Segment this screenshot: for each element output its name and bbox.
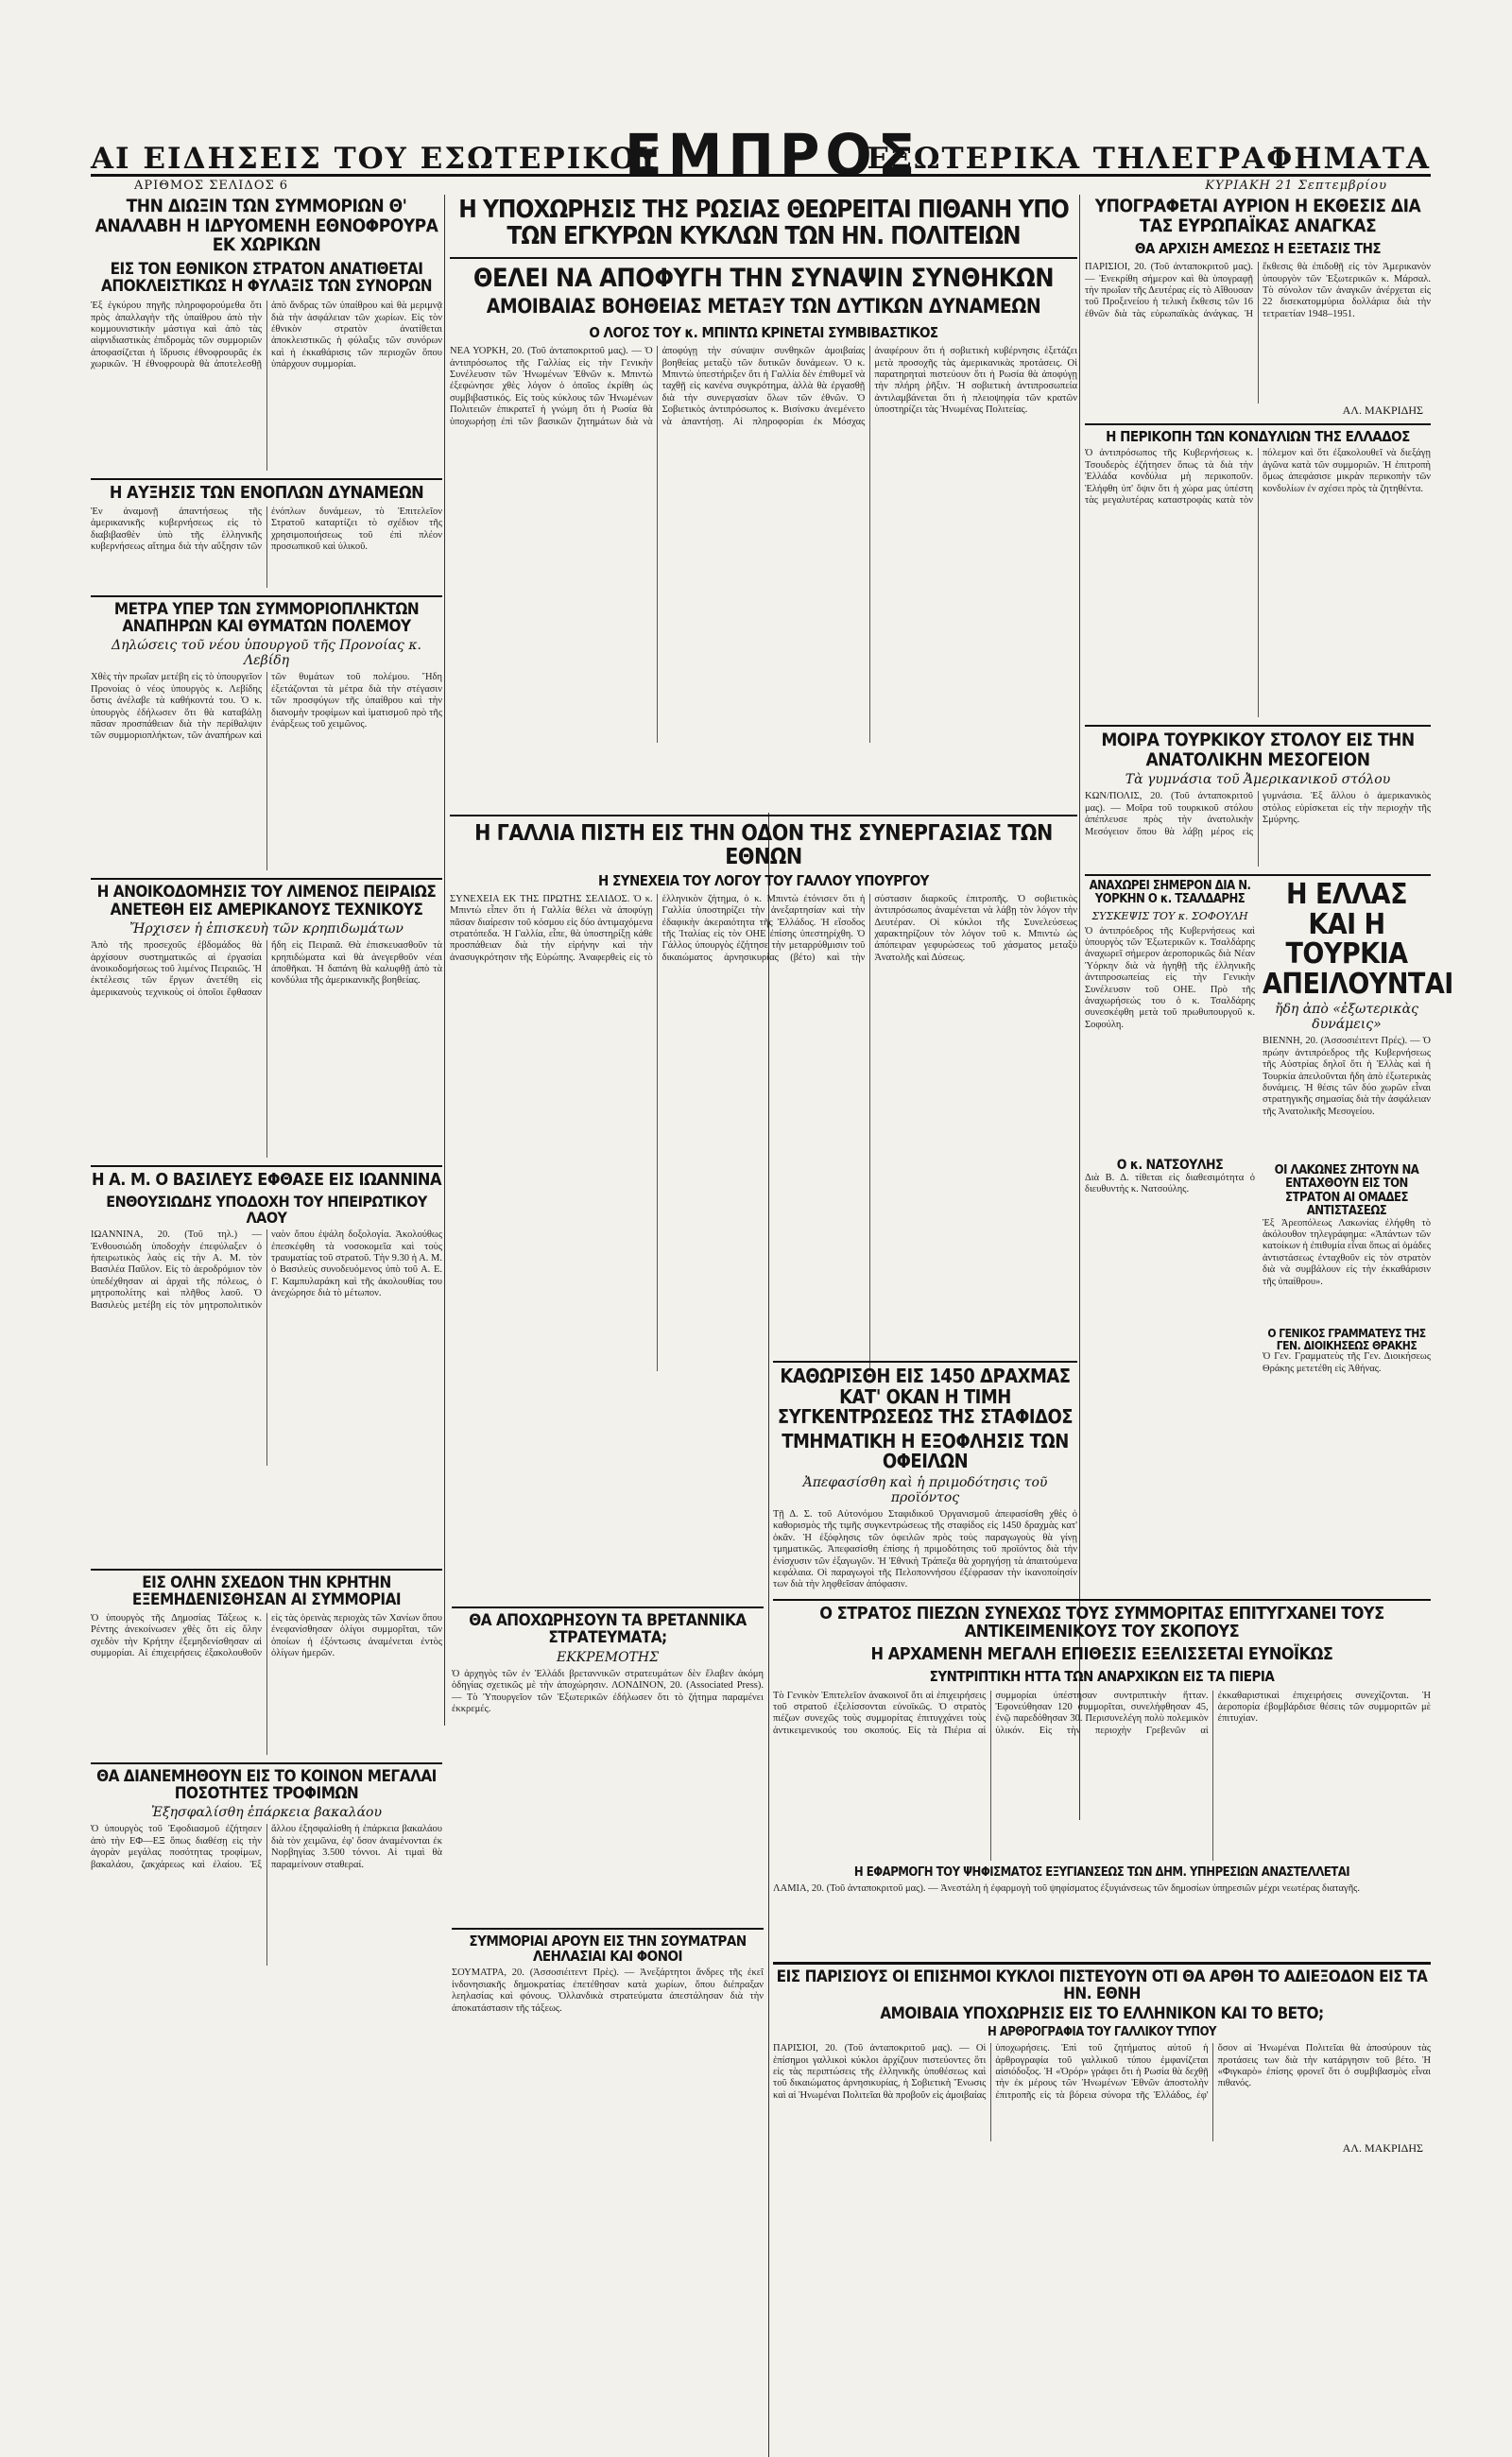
article-body: Ἐξ Ἀρεοπόλεως Λακωνίας ἐλήφθη τὸ ἀκόλουθον τηλεγράφημα: «Ἀπάντων τῶν κατοίκων ἡ ἐπιθυμία εἶναι ὅπως αἱ ὁμάδες ἀντιστάσεως ἐνταχθοῦν εἰς τὸν στρατὸν διὰ νὰ συμβάλουν εἰς τὴν ἐκκαθάρισιν τῆς ὑπαίθρου». xyxy=(1263,1217,1431,1287)
article-body: ΒΙΕΝΝΗ, 20. (Ἀσσοσιέιτεντ Πρές). — Ὁ πρώην ἀντιπρόεδρος τῆς Κυβερνήσεως τῆς Αὐστρίας δηλοῖ ὅτι ἡ Ἑλλὰς καὶ ἡ Τουρκία ἀπειλοῦνται ἤδη ἀπὸ ἐξωτερικὰς δυνάμεις. Ἡ θέσις τῶν δύο χωρῶν εἶναι στρατηγικῆς σημασίας διὰ τὴν ἀσφάλειαν τῆς Ἀνατολικῆς Μεσογείου. xyxy=(1263,1036,1431,1117)
lead-headline: Η ΥΠΟΧΩΡΗΣΙΣ ΤΗΣ ΡΩΣΙΑΣ ΘΕΩΡΕΙΤΑΙ ΠΙΘΑΝΗ ΥΠΟ ΤΩΝ ΕΓΚΥΡΩΝ ΚΥΚΛΩΝ ΤΩΝ ΗΝ. ΠΟΛΙΤΕΙΩΝ xyxy=(458,196,1069,251)
british-troops-article xyxy=(452,1606,764,1918)
headline: ΚΑΘΩΡΙΣΘΗ ΕΙΣ 1450 ΔΡΑΧΜΑΣ ΚΑΤ' ΟΚΑΝ Η ΤΙΜΗ ΣΥΓΚΕΝΤΡΩΣΕΩΣ ΤΗΣ ΣΤΑΦΙΔΟΣ xyxy=(773,1361,1077,1428)
right-column-split xyxy=(1085,874,1453,1375)
subheadline: Η ΣΥΝΕΧΕΙΑ ΤΟΥ ΛΟΓΟΥ ΤΟΥ ΓΑΛΛΟΥ ΥΠΟΥΡΓΟΥ xyxy=(598,871,929,889)
headline: Η ΕΛΛΑΣ ΚΑΙ Η ΤΟΥΡΚΙΑ ΑΠΕΙΛΟΥΝΤΑΙ xyxy=(1263,878,1453,1001)
article-body: ΛΑΜΙΑ, 20. (Τοῦ ἀνταποκριτοῦ μας). — Ἀνεστάλη ἡ ἐφαρμογὴ τοῦ ψηφίσματος ἐξυγιάνσεως τῶν δημοσίων ὑπηρεσιῶν μέχρι νεωτέρας διαταγῆς. xyxy=(773,1882,1360,1894)
headline: Η ΑΡΧΑΜΕΝΗ ΜΕΓΑΛΗ ΕΠΙΘΕΣΙΣ ΕΞΕΛΙΣΣΕΤΑΙ ΕΥΝΟΪΚΩΣ xyxy=(870,1643,1333,1664)
headline: ΑΜΟΙΒΑΙΑ ΥΠΟΧΩΡΗΣΙΣ ΕΙΣ ΤΟ ΕΛΛΗΝΙΚΟΝ ΚΑΙ ΤΟ ΒΕΤΟ; xyxy=(880,2003,1324,2023)
article-body: Ὁ ἀντιπρόσωπος τῆς Κυβερνήσεως κ. Τσουδερὸς ἐζήτησεν ὅπως τὰ διὰ τὴν Ἑλλάδα κονδύλια μὴ περικοποῦν. Ἐλήφθη ὑπ' ὄψιν ὅτι ἡ χώρα μας ὑπέστη τὰς μεγαλυτέρας καταστροφὰς κατὰ τὸν πόλεμον καὶ ὅτι ἐξακολουθεῖ νὰ διεξάγῃ ἀγῶνα κατὰ τῶν συμμοριῶν. Ἡ ἐπιτροπὴ ὅμως ἀπεφάσισε μικρὰν περικοπὴν τῶν κονδυλίων ἐν σχέσει πρὸς τὰ ζητηθέντα. xyxy=(1085,448,1431,507)
subheadline: Η ΑΡΘΡΟΓΡΑΦΙΑ ΤΟΥ ΓΑΛΛΙΚΟΥ ΤΥΠΟΥ xyxy=(987,2025,1216,2040)
subheadline: Ἐξησφαλίσθη ἐπάρκεια βακαλάου xyxy=(151,1805,382,1821)
headline: ΤΗΝ ΔΙΩΞΙΝ ΤΩΝ ΣΥΜΜΟΡΙΩΝ Θ' ΑΝΑΛΑΒΗ Η ΙΔΡΥΟΜΕΝΗ ΕΘΝΟΦΡΟΥΡΑ ΕΚ ΧΩΡΙΚΩΝ xyxy=(94,196,438,256)
article-body: ΣΥΝΕΧΕΙΑ ΕΚ ΤΗΣ ΠΡΩΤΗΣ ΣΕΛΙΔΟΣ. Ὁ κ. Μπιντὼ εἶπεν ὅτι ἡ Γαλλία θέλει νὰ ἀποφύγῃ πᾶσαν διαίρεσιν τοῦ κόσμου εἰς δύο ἀντιμαχόμενα στρατόπεδα. Ἡ Γαλλία, εἶπε, θὰ ὑποστηρίξῃ κάθε προσπάθειαν διὰ τὴν εἰρήνην καὶ τὴν ἀνασυγκρότησιν τῆς Εὐρώπης. Ἀναφερθεὶς εἰς τὸ ἑλληνικὸν ζήτημα, ὁ κ. Μπιντὼ ἐτόνισεν ὅτι ἡ Γαλλία ὑποστηρίζει τὴν ἀνεξαρτησίαν καὶ τὴν ἐδαφικὴν ἀκεραιότητα τῆς Ἑλλάδος. Ἡ εἴσοδος τῆς Ἰταλίας εἰς τὸν ΟΗΕ ἐπίσης ὑπεστηρίχθη. Ὁ Γάλλος ὑπουργὸς ἐζήτησε τὴν μεταρρύθμισιν τοῦ δικαιώματος ἀρνησικυρίας (βέτο) καὶ τὴν σύστασιν διαρκοῦς ἐπιτροπῆς. Ὁ σοβιετικὸς ἀντιπρόσωπος ἀναμένεται νὰ λάβῃ τὸν λόγον τὴν Δευτέραν. Οἱ κύκλοι τῆς Συνελεύσεως χαρακτηρίζουν τὸν λόγον τοῦ κ. Μπιντὼ ὡς ἀπόπειραν γεφυρώσεως τοῦ χάσματος μεταξὺ Ἀνατολῆς καὶ Δύσεως. xyxy=(450,893,1077,963)
right-subcolumn xyxy=(1085,880,1255,1375)
article-body: Χθὲς τὴν πρωΐαν μετέβη εἰς τὸ ὑπουργεῖον Προνοίας ὁ νέος ὑπουργὸς κ. Λεβίδης ὅστις ἀνέλαβε τὰ καθήκοντά του. Ὁ κ. ὑπουργὸς ἐδήλωσεν ὅτι θὰ καταβάλῃ πᾶσαν προσπάθειαν διὰ τὴν περίθαλψιν τῶν συμμοριοπλήκτων, τῶν ἀναπήρων καὶ τῶν θυμάτων τοῦ πολέμου. Ἤδη ἐξετάζονται τὰ μέτρα διὰ τὴν στέγασιν τῶν προσφύγων τῆς ὑπαίθρου καὶ τὴν διανομὴν τροφίμων καὶ ἱματισμοῦ πρὸ τῆς ἐνάρξεως τοῦ χειμῶνος. xyxy=(91,672,442,742)
subheadline: Ἤρχισεν ἡ ἐπισκευὴ τῶν κρηπιδωμάτων xyxy=(129,921,404,937)
article-body: Ὁ Γεν. Γραμματεὺς τῆς Γεν. Διοικήσεως Θράκης μετετέθη εἰς Ἀθήνας. xyxy=(1263,1351,1431,1374)
article-body: ΙΩΑΝΝΙΝΑ, 20. (Τοῦ τηλ.) — Ἐνθουσιώδη ὑποδοχὴν ἐπεφύλαξεν ὁ ἠπειρωτικὸς λαὸς εἰς τὴν Α. Μ. τὸν Βασιλέα Παῦλον. Εἰς τὸ ἀεροδρόμιον τὸν ὑπεδέχθησαν αἱ ἀρχαὶ τῆς πόλεως, ὁ μητροπολίτης καὶ πλῆθος λαοῦ. Ὁ Βασιλεὺς μετέβη εἰς τὸν μητροπολιτικὸν ναὸν ὅπου ἐψάλη δοξολογία. Ἀκολούθως ἐπεσκέφθη τὰ νοσοκομεῖα καὶ τοὺς τραυματίας τοῦ στρατοῦ. Τὴν 9.30 ἡ Α. Μ. ὁ Βασιλεὺς συνοδευόμενος ὑπὸ τοῦ Α. Ε. Γ. Καμπυλαράκη καὶ τῆς ἀκολουθίας του ἀνεχώρησε διὰ τὸ μέτωπον. xyxy=(91,1229,442,1311)
right-column xyxy=(1085,196,1453,1794)
page-number: ΑΡΙΘΜΟΣ ΣΕΛΙΔΟΣ 6 xyxy=(129,179,294,193)
headline: Η ΠΕΡΙΚΟΠΗ ΤΩΝ ΚΟΝΔΥΛΙΩΝ ΤΗΣ ΕΛΛΑΔΟΣ xyxy=(1085,423,1431,444)
column-divider xyxy=(444,195,445,1726)
raisin-article xyxy=(773,1361,1077,1597)
section-title-domestic: ΑΙ ΕΙΔΗΣΕΙΣ ΤΟΥ ΕΣΩΤΕΡΙΚΟΥ xyxy=(91,142,661,176)
article-body: Ἀπὸ τῆς προσεχοῦς ἑβδομάδος θὰ ἀρχίσουν συστηματικῶς αἱ ἐργασίαι ἀνοικοδομήσεως τοῦ λιμένος Πειραιῶς. Ἡ ἐκτέλεσις τῶν ἔργων ἀνετέθη εἰς ἀμερικανοὺς τεχνικοὺς οἱ ὁποῖοι ἔφθασαν ἤδη εἰς Πειραιᾶ. Θὰ ἐπισκευασθοῦν τὰ κρηπιδώματα καὶ θὰ ἀνεγερθοῦν νέαι ἀποθῆκαι. Ἡ δαπάνη θὰ καλυφθῇ ἀπὸ τὰ κονδύλια τῆς ἀμερικανικῆς βοηθείας. xyxy=(91,940,442,998)
headline: Ο κ. ΝΑΤΣΟΥΛΗΣ xyxy=(1116,1157,1224,1173)
issue-date: ΚΥΡΙΑΚΗ 21 Σεπτεμβρίου xyxy=(1199,179,1393,193)
france-article xyxy=(450,815,1077,1363)
headline: ΥΠΟΓΡΑΦΕΤΑΙ ΑΥΡΙΟΝ Η ΕΚΘΕΣΙΣ ΔΙΑ ΤΑΣ ΕΥΡΩΠΑΪΚΑΣ ΑΝΑΓΚΑΣ xyxy=(1094,196,1421,236)
article-body: ΠΑΡΙΣΙΟΙ, 20. (Τοῦ ἀνταποκριτοῦ μας). — Οἱ ἐπίσημοι γαλλικοὶ κύκλοι ἀρχίζουν πιστεύοντες ὅτι εἰς τὰς περιπτώσεις τῆς ἑλληνικῆς ὑποθέσεως καὶ τοῦ δικαιώματος ἀρνησικυρίας, ἡ Σοβιετικὴ Ἕνωσις καὶ αἱ Ἡνωμέναι Πολιτεῖαι θὰ προβοῦν εἰς ἀμοιβαίας ὑποχωρήσεις. Ἐπὶ τοῦ ζητήματος αὐτοῦ ἡ ἀρθρογραφία τοῦ γαλλικοῦ τύπου ἐμφανίζεται αἰσιόδοξος. Ἡ «Ὀρόρ» γράφει ὅτι ἡ Ρωσία θὰ δεχθῇ τὴν ἐκ μέρους τῶν Ἡνωμένων Ἐθνῶν ἀποστολὴν ἐπιτροπῆς εἰς τὰ βόρεια σύνορα τῆς Ἑλλάδος, ἐφ' ὅσον αἱ Ἡνωμέναι Πολιτεῖαι θὰ ἀποσύρουν τὰς προτάσεις των διὰ τὴν κατάργησιν τοῦ βέτο. Ἡ «Φιγκαρὸ» ἐπίσης φρονεῖ ὅτι ὁ συμβιβασμὸς εἶναι πιθανός. xyxy=(773,2043,1431,2101)
lead-headline: ΑΜΟΙΒΑΙΑΣ ΒΟΗΘΕΙΑΣ ΜΕΤΑΞΥ ΤΩΝ ΔΥΤΙΚΩΝ ΔΥΝΑΜΕΩΝ xyxy=(486,295,1041,318)
lead-headline: ΘΕΛΕΙ ΝΑ ΑΠΟΦΥΓΗ ΤΗΝ ΣΥΝΑΨΙΝ ΣΥΝΘΗΚΩΝ xyxy=(450,257,1077,292)
headline: ΤΜΗΜΑΤΙΚΗ Η ΕΞΟΦΛΗΣΙΣ ΤΩΝ ΟΦΕΙΛΩΝ xyxy=(782,1429,1069,1473)
right-subcolumn xyxy=(1263,878,1453,1375)
headline: ΟΙ ΛΑΚΩΝΕΣ ΖΗΤΟΥΝ ΝΑ ΕΝΤΑΧΘΟΥΝ ΕΙΣ ΤΟΝ ΣΤΡΑΤΟΝ ΑΙ ΟΜΑΔΕΣ ΑΝΤΙΣΤΑΣΕΩΣ xyxy=(1274,1163,1419,1218)
headline: Η Α. Μ. Ο ΒΑΣΙΛΕΥΣ ΕΦΘΑΣΕ ΕΙΣ ΙΩΑΝΝΙΝΑ xyxy=(91,1165,442,1189)
subheadline: ΘΑ ΑΡΧΙΣΗ ΑΜΕΣΩΣ Η ΕΞΕΤΑΣΙΣ ΤΗΣ xyxy=(1134,240,1382,258)
column-divider xyxy=(1079,195,1080,1820)
article-body: ΠΑΡΙΣΙΟΙ, 20. (Τοῦ ἀνταποκριτοῦ μας). — Ἐνεκρίθη σήμερον καὶ θὰ ὑπογραφῇ τὴν πρωΐαν τῆς Δευτέρας εἰς τὸ Αἴθουσαν τοῦ Προξενείου ἡ τελικὴ ἔκθεσις τῶν 16 ἐθνῶν διὰ τὰς εὐρωπαϊκὰς ἀνάγκας. Ἡ ἔκθεσις θὰ ἐπιδοθῇ εἰς τὸν Ἀμερικανὸν ὑπουργὸν τῶν Ἐξωτερικῶν κ. Μάρσαλ. Τὸ σύνολον τῶν ἀναγκῶν ἀνέρχεται εἰς 22 δισεκατομμύρια δολλάρια διὰ τὴν τετραετίαν 1948–1951. xyxy=(1085,262,1431,319)
article-body: Ἐν ἀναμονῇ ἀπαντήσεως τῆς ἀμερικανικῆς κυβερνήσεως εἰς τὸ διαβιβασθὲν ὑπὸ τῆς ἑλληνικῆς κυβερνήσεως αἴτημα διὰ τὴν αὔξησιν τῶν ἐνόπλων δυνάμεων, τὸ Ἐπιτελεῖον Στρατοῦ καταρτίζει τὸ σχέδιον τῆς χρησιμοποιήσεως τοῦ ἐπὶ πλέον προσωπικοῦ καὶ ὑλικοῦ. xyxy=(91,506,442,552)
headline: Ο ΓΕΝΙΚΟΣ ΓΡΑΜΜΑΤΕΥΣ ΤΗΣ ΓΕΝ. ΔΙΟΙΚΗΣΕΩΣ ΘΡΑΚΗΣ xyxy=(1267,1326,1426,1352)
masthead-subline xyxy=(91,174,1431,194)
subheadline: Ἀπεφασίσθη καὶ ἡ πριμοδότησις τοῦ προϊόντος xyxy=(802,1474,1048,1505)
section-title-foreign: ΕΞΩΤΕΡΙΚΑ ΤΗΛΕΓΡΑΦΗΜΑΤΑ xyxy=(867,142,1431,176)
article-body: Ἐξ ἐγκύρου πηγῆς πληροφορούμεθα ὅτι πρὸς ἀπαλλαγὴν τῆς ὑπαίθρου ἀπὸ τὴν κομμουνιστικὴν μάστιγα καὶ ἀπὸ τὰς αἱφνιδιαστικὰς ἐπιδρομὰς τῶν συμμοριῶν ἀποφασίζεται ἡ ἵδρυσις ἐθνοφρουρᾶς ἐκ χωρικῶν. Ἡ ἐθνοφρουρὰ θὰ ἀποτελεσθῇ ἀπὸ ἄνδρας τῶν ὑπαίθρου καὶ θὰ μεριμνᾷ διὰ τὴν ἀσφάλειαν τῶν χωρίων. Εἰς τὸν ἐθνικὸν στρατὸν ἀνατίθεται ἀποκλειστικῶς ἡ φύλαξις τῶν συνόρων καὶ ἡ ἐκκαθάρισις τῶν περιοχῶν ὅπου ὑπάρχουν συμμορίαι. xyxy=(91,301,442,370)
article-body: Ὁ ὑπουργὸς τῆς Δημοσίας Τάξεως κ. Ρέντης ἀνεκοίνωσεν χθὲς ὅτι εἰς ὅλην σχεδὸν τὴν Κρήτην ἐξεμηδενίσθησαν αἱ συμμορίαι. Αἱ ἐπιχειρήσεις ἐξακολουθοῦν εἰς τὰς ὀρεινὰς περιοχὰς τῶν Χανίων ὅπου ἐνεφανίσθησαν ὀλίγοι συμμορῖται, τῶν ὁποίων ἡ ἐξόντωσις ἀναμένεται ἐντὸς ὀλίγων ἡμερῶν. xyxy=(91,1612,442,1658)
headline: ΑΝΑΧΩΡΕΙ ΣΗΜΕΡΟΝ ΔΙΑ Ν. ΥΟΡΚΗΝ Ο κ. ΤΣΑΛΔΑΡΗΣ xyxy=(1089,879,1251,907)
article-body: Διὰ Β. Δ. τίθεται εἰς διαθεσιμότητα ὁ διευθυντὴς κ. Νατσούλης. xyxy=(1085,1172,1255,1195)
headline: ΘΑ ΔΙΑΝΕΜΗΘΟΥΝ ΕΙΣ ΤΟ ΚΟΙΝΟΝ ΜΕΓΑΛΑΙ ΠΟΣΟΤΗΤΕΣ ΤΡΟΦΙΜΩΝ xyxy=(91,1762,442,1803)
article-body: Ὁ ἀρχηγὸς τῶν ἐν Ἑλλάδι βρεταννικῶν στρατευμάτων δὲν ἔλαβεν ἀκόμη ὁδηγίας σχετικῶς μὲ τὴν ἀποχώρησιν. ΛΟΝΔΙΝΟΝ, 20. (Associated Press). — Τὸ Ὑπουργεῖον τῶν Ἐξωτερικῶν ἐδήλωσεν ὅτι τὸ ζήτημα παραμένει ἐκκρεμές. xyxy=(452,1668,764,1714)
headline: ΣΥΜΜΟΡΙΑΙ ΑΡΟΥΝ ΕΙΣ ΤΗΝ ΣΟΥΜΑΤΡΑΝ ΛΕΗΛΑΣΙΑΙ ΚΑΙ ΦΟΝΟΙ xyxy=(452,1928,764,1964)
article-body: ΣΟΥΜΑΤΡΑ, 20. (Ἀσσοσιέιτεντ Πρὲς). — Ἀνεξάρτητοι ἄνδρες τῆς ἐκεῖ ἰνδονησιακῆς δημοκρατίας ἐπετέθησαν κατὰ χωρίων, ὅπου διέπραξαν λεηλασίας καὶ φόνους. Ὀλλανδικὰ στρατεύματα ἀπεστάλησαν διὰ τὴν ἀποκατάστασιν τῆς τάξεως. xyxy=(452,1967,764,2014)
subheadline: ΕΚΚΡΕΜΟΤΗΣ xyxy=(556,1649,660,1665)
subheadline: ἤδη ἀπὸ «ἐξωτερικὰς δυνάμεις» xyxy=(1275,1002,1418,1033)
headline: Η ΑΝΟΙΚΟΔΟΜΗΣΙΣ ΤΟΥ ΛΙΜΕΝΟΣ ΠΕΙΡΑΙΩΣ ΑΝΕΤΕΘΗ ΕΙΣ ΑΜΕΡΙΚΑΝΟΥΣ ΤΕΧΝΙΚΟΥΣ xyxy=(91,878,442,919)
headline: ΜΟΙΡΑ ΤΟΥΡΚΙΚΟΥ ΣΤΟΛΟΥ ΕΙΣ ΤΗΝ ΑΝΑΤΟΛΙΚΗΝ ΜΕΣΟΓΕΙΟΝ xyxy=(1085,725,1431,769)
headline: ΕΙΣ ΤΟΝ ΕΘΝΙΚΟΝ ΣΤΡΑΤΟΝ ΑΝΑΤΙΘΕΤΑΙ ΑΠΟΚΛΕΙΣΤΙΚΩΣ Η ΦΥΛΑΞΙΣ ΤΩΝ ΣΥΝΟΡΩΝ xyxy=(100,259,433,296)
newspaper-logo: ΕΜΠΡΟΣ xyxy=(625,121,921,189)
headline: ΕΙΣ ΟΛΗΝ ΣΧΕΔΟΝ ΤΗΝ ΚΡΗΤΗΝ ΕΞΕΜΗΔΕΝΙΣΘΗΣΑΝ ΑΙ ΣΥΜΜΟΡΙΑΙ xyxy=(91,1569,442,1609)
headline: ΘΑ ΑΠΟΧΩΡΗΣΟΥΝ ΤΑ ΒΡΕΤΑΝΝΙΚΑ ΣΤΡΑΤΕΥΜΑΤΑ; xyxy=(452,1606,764,1647)
article-body: Ὁ ἀντιπρόεδρος τῆς Κυβερνήσεως καὶ ὑπουργὸς τῶν Ἐξωτερικῶν κ. Τσαλδάρης ἀναχωρεῖ σήμερον ἀεροπορικῶς διὰ Νέαν Ὑόρκην διὰ νὰ ἡγηθῇ τῆς ἑλληνικῆς ἀντιπροσωπείας εἰς τὴν Γενικὴν Συνέλευσιν τοῦ ΟΗΕ. Πρὸ τῆς ἀναχωρήσεώς του ὁ κ. Τσαλδάρης συνεσκέφθη μετὰ τοῦ πρωθυπουργοῦ κ. Σοφούλη. xyxy=(1085,925,1255,1030)
sumatra-article xyxy=(452,1928,764,2155)
headline: ΕΙΣ ΠΑΡΙΣΙΟΥΣ ΟΙ ΕΠΙΣΗΜΟΙ ΚΥΚΛΟΙ ΠΙΣΤΕΥΟΥΝ ΟΤΙ ΘΑ ΑΡΘΗ ΤΟ ΑΔΙΕΞΟΔΟΝ ΕΙΣ ΤΑ ΗΝ. ΕΘΝΗ xyxy=(773,1962,1431,2003)
subheadline: Δηλώσεις τοῦ νέου ὑπουργοῦ τῆς Προνοίας κ. Λεβίδη xyxy=(112,638,421,669)
headline: Η ΑΥΞΗΣΙΣ ΤΩΝ ΕΝΟΠΛΩΝ ΔΥΝΑΜΕΩΝ xyxy=(91,478,442,502)
byline: ΑΛ. ΜΑΚΡΙΔΗΣ xyxy=(1342,2141,1423,2156)
article-body: Ὁ ὑπουργὸς τοῦ Ἐφοδιασμοῦ ἐζήτησεν ἀπὸ τὴν ΕΦ—ΕΞ ὅπως διαθέσῃ εἰς τὴν ἀγορὰν μεγάλας ποσότητας τροφίμων, βακαλάου, ζακχάρεως καὶ ἐλαίου. Ἐξ ἄλλου ἐξησφαλίσθη ἡ ἐπάρκεια βακαλάου διὰ τὸν χειμῶνα, ἐφ' ὅσον ἀναμένονται ἐκ Νορβηγίας 3.500 τόννοι. Αἱ τιμαὶ θὰ παραμείνουν σταθεραί. xyxy=(91,1824,442,1870)
lead-subheadline: Ο ΛΟΓΟΣ ΤΟΥ κ. ΜΠΙΝΤΩ ΚΡΙΝΕΤΑΙ ΣΥΜΒΙΒΑΣΤΙΚΟΣ xyxy=(589,323,938,341)
headline: Η ΕΦΑΡΜΟΓΗ ΤΟΥ ΨΗΦΙΣΜΑΤΟΣ ΕΞΥΓΙΑΝΣΕΩΣ ΤΩΝ ΔΗΜ. ΥΠΗΡΕΣΙΩΝ ΑΝΑΣΤΕΛΛΕΤΑΙ xyxy=(853,1864,1350,1880)
headline: Ο ΣΤΡΑΤΟΣ ΠΙΕΖΩΝ ΣΥΝΕΧΩΣ ΤΟΥΣ ΣΥΜΜΟΡΙΤΑΣ ΕΠΙΤΥΓΧΑΝΕΙ ΤΟΥΣ ΑΝΤΙΚΕΙΜΕΝΙΚΟΥΣ ΤΟΥ ΣΚΟΠΟΥΣ xyxy=(773,1599,1431,1641)
subheadline: ΣΥΣΚΕΨΙΣ ΤΟΥ κ. ΣΟΦΟΥΛΗ xyxy=(1091,909,1248,922)
article-body: ΚΩΝ/ΠΟΛΙΣ, 20. (Τοῦ ἀνταποκριτοῦ μας). — Μοῖρα τοῦ τουρκικοῦ στόλου ἀπέπλευσε πρὸς τὴν ἀνατολικὴν Μεσόγειον ὅπου θὰ λάβῃ μέρος εἰς γυμνάσια. Ἐξ ἄλλου ὁ ἀμερικανικὸς στόλος εὑρίσκεται εἰς τὴν περιοχὴν τῆς Σμύρνης. xyxy=(1085,791,1431,837)
subheadline: ΣΥΝΤΡΙΠΤΙΚΗ ΗΤΤΑ ΤΩΝ ΑΝΑΡΧΙΚΩΝ ΕΙΣ ΤΑ ΠΙΕΡΙΑ xyxy=(929,1668,1275,1686)
headline: ΜΕΤΡΑ ΥΠΕΡ ΤΩΝ ΣΥΜΜΟΡΙΟΠΛΗΚΤΩΝ ΑΝΑΠΗΡΩΝ ΚΑΙ ΘΥΜΑΤΩΝ ΠΟΛΕΜΟΥ xyxy=(91,595,442,636)
center-lead xyxy=(450,197,1077,811)
article-body: Τὸ Γενικὸν Ἐπιτελεῖον ἀνακοινοῖ ὅτι αἱ ἐπιχειρήσεις τοῦ στρατοῦ ἐξελίσσονται εὐνοϊκῶς. Ὁ στρατὸς πιέζων συνεχῶς τοὺς συμμορίτας ἐπιτυγχάνει τοὺς ἀντικειμενικούς του σκοπούς. Εἰς τὰ Πιέρια αἱ συμμορίαι ὑπέστησαν συντριπτικὴν ἥτταν. Ἐφονεύθησαν 120 συμμορῖται, συνελήφθησαν 45, ἐνῷ παρεδόθησαν 30. Περισυνελέγη πολὺ πολεμικὸν ὑλικόν. Εἰς τὴν περιοχὴν Γρεβενῶν αἱ ἐκκαθαριστικαὶ ἐπιχειρήσεις συνεχίζονται. Ἡ ἀεροπορία ἐβομβάρδισε θέσεις τῶν συμμοριτῶν μὲ ἐπιτυχίαν. xyxy=(773,1690,1431,1736)
article-body: ΝΕΑ ΥΟΡΚΗ, 20. (Τοῦ ἀνταποκριτοῦ μας). — Ὁ ἀντιπρόσωπος τῆς Γαλλίας εἰς τὴν Γενικὴν Συνέλευσιν τῶν Ἡνωμένων Ἐθνῶν κ. Μπιντὼ ἐξεφώνησε χθὲς λόγον ὁ ὁποῖος ἐκρίθη ὡς συμβιβαστικός. Εἰς τοὺς κύκλους τῶν Ἡνωμένων Πολιτειῶν ἐπικρατεῖ ἡ γνώμη ὅτι ἡ Ρωσία θὰ ὑποχωρήσῃ ἐπὶ τῶν βασικῶν ζητημάτων διὰ νὰ ἀποφύγῃ τὴν σύναψιν συνθηκῶν ἀμοιβαίας βοηθείας μεταξὺ τῶν δυτικῶν δυνάμεων. Ὁ κ. Μπιντὼ ὑπεστήριξεν ὅτι ἡ Γαλλία δὲν ἐπιθυμεῖ νὰ ταχθῇ εἰς κανένα συγκρότημα, ἀλλὰ θὰ ἐργασθῇ διὰ τὴν συνεργασίαν ὅλων τῶν ἐθνῶν. Ὁ Σοβιετικὸς ἀντιπρόσωπος κ. Βισίνσκυ ἀνεμένετο νὰ ἀπαντήσῃ. Αἱ πληροφορίαι ἐκ Μόσχας ἀναφέρουν ὅτι ἡ σοβιετικὴ κυβέρνησις ἐξετάζει μετὰ προσοχῆς τὰς ἀμερικανικὰς προτάσεις. Οἱ παρατηρηταὶ πιστεύουν ὅτι ἡ Ρωσία θὰ ἀποφύγῃ τὴν πλήρη ῥῆξιν. Ἡ σοβιετικὴ ἀντιπροσωπεία ἀντιλαμβάνεται ὅτι ἡ πλειοψηφία τῶν κρατῶν ὑποστηρίζει τὰς Ἡνωμένας Πολιτείας. xyxy=(450,346,1077,427)
subheadline: Τὰ γυμνάσια τοῦ Ἀμερικανικοῦ στόλου xyxy=(1125,772,1391,788)
headline: Η ΓΑΛΛΙΑ ΠΙΣΤΗ ΕΙΣ ΤΗΝ ΟΔΟΝ ΤΗΣ ΣΥΝΕΡΓΑΣΙΑΣ ΤΩΝ ΕΘΝΩΝ xyxy=(450,815,1077,869)
article-body: Τῇ Δ. Σ. τοῦ Αὐτονόμου Σταφιδικοῦ Ὀργανισμοῦ ἀπεφασίσθη χθὲς ὁ καθορισμὸς τῆς τιμῆς συγκεντρώσεως τῆς σταφίδος εἰς 1450 δραχμὰς κατ' ὀκᾶν. Ἡ ἐξόφλησις τῶν ὀφειλῶν πρὸς τοὺς παραγωγοὺς θὰ γίνῃ τμηματικῶς. Ἀπεφασίσθη ἐπίσης ἡ πριμοδότησις τοῦ προϊόντος διὰ τὴν ἐνίσχυσιν τῶν ἐξαγωγῶν. Ἡ Ἐθνικὴ Τράπεζα θὰ χορηγήσῃ τὰ ἀπαιτούμενα κεφάλαια. Οἱ παραγωγοὶ τῆς Πελοποννήσου ἐξέφρασαν τὴν ἱκανοποίησίν των διὰ τὴν ληφθεῖσαν ἀπόφασιν. xyxy=(773,1508,1077,1590)
byline: ΑΛ. ΜΑΚΡΙΔΗΣ xyxy=(1342,404,1423,418)
left-column-lower xyxy=(91,1569,442,2155)
headline: ΕΝΘΟΥΣΙΩΔΗΣ ΥΠΟΔΟΧΗ ΤΟΥ ΗΠΕΙΡΩΤΙΚΟΥ ΛΑΟΥ xyxy=(106,1192,427,1227)
left-column xyxy=(91,197,442,1520)
paris-article xyxy=(773,1962,1431,2156)
